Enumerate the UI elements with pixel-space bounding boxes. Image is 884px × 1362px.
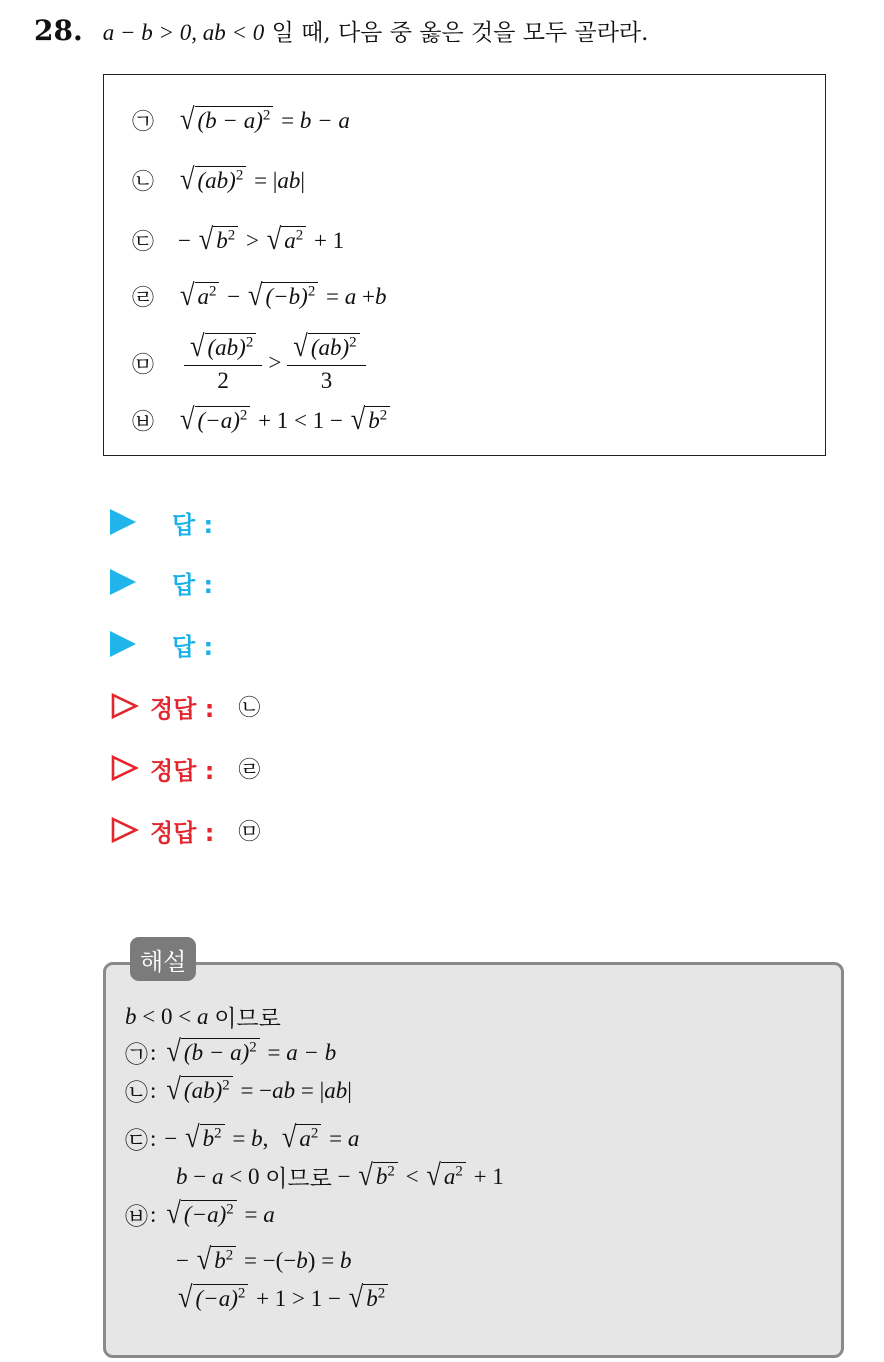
outline-triangle-icon — [110, 692, 140, 720]
correct-label: 정답 : — [150, 818, 215, 847]
question-number: 28. — [34, 14, 83, 47]
explanation-line-c2: b − a < 0 이므로 − √ $b^2$ < √ $a^2$ + 1 — [176, 1157, 504, 1192]
choice-marker: ㉥ — [132, 410, 155, 435]
explanation-line-f2: − √ $b^2$ = −(− b ) = b — [176, 1241, 352, 1276]
play-triangle-icon — [110, 509, 136, 535]
play-triangle-icon — [110, 631, 136, 657]
choice-expression: √ (ab)$^2$ 2 > √ (ab)$^2$ 3 — [178, 333, 372, 394]
correct-value: ㉤ — [238, 819, 261, 845]
correct-value: ㉣ — [238, 757, 261, 783]
outline-triangle-icon — [110, 816, 140, 844]
answer-label: 답 : — [172, 570, 214, 599]
choice-3 — [132, 221, 345, 256]
choice-marker: ㉢ — [132, 230, 155, 255]
choice-marker: ㉡ — [132, 170, 155, 195]
outline-triangle-icon — [110, 754, 140, 782]
answer-blank-2[interactable] — [110, 562, 213, 602]
choice-5 — [132, 328, 372, 394]
answer-blank-3[interactable] — [110, 624, 213, 664]
choice-marker: ㉤ — [132, 352, 155, 378]
correct-answer-3 — [110, 810, 260, 850]
answer-label: 답 : — [172, 510, 214, 539]
correct-value: ㉡ — [238, 695, 261, 721]
explanation-line-f3: √ $(-a)^2$ + 1 > 1 − √ $b^2$ — [176, 1284, 390, 1314]
question-text — [103, 14, 649, 47]
question-condition: a − b > 0, ab < 0 — [102, 20, 265, 45]
answer-label: 답 : — [172, 632, 214, 661]
explanation-line-b: ㉡ : √ (ab)$^2$ = − ab = | ab | — [125, 1071, 352, 1106]
explanation-tab: 해설 — [130, 937, 196, 981]
correct-answer-1 — [110, 686, 260, 726]
correct-label: 정답 : — [150, 756, 215, 785]
choices-box — [103, 74, 826, 456]
explanation-text: 이므로 — [214, 1006, 281, 1031]
choice-expression: √ $(b - a)^2$ = b − a — [180, 101, 350, 136]
explanation-line-a: ㉠ : √ $(b - a)^2$ = a − b — [125, 1033, 337, 1068]
choice-2 — [132, 161, 305, 196]
choice-expression: √ $a^2$ − √ $(-b)^2$ = a + b — [180, 277, 387, 312]
choice-expression: − √ $b^2$ > √ $a^2$ + 1 — [178, 221, 345, 256]
correct-answer-2 — [110, 748, 260, 788]
choice-6 — [132, 401, 392, 436]
answer-blank-1[interactable] — [110, 502, 213, 542]
explanation-marker: ㉥ — [125, 1204, 148, 1229]
correct-label: 정답 : — [150, 694, 215, 723]
choice-4 — [132, 277, 387, 312]
question-prompt: 일 때, 다음 중 옳은 것을 모두 골라라. — [271, 20, 649, 46]
choice-expression: √ $(-a)^2$ + 1 < 1 − √ $b^2$ — [178, 406, 392, 436]
question-header — [34, 14, 648, 50]
explanation-marker: ㉢ — [125, 1128, 148, 1153]
explanation-marker: ㉠ — [125, 1042, 148, 1067]
explanation-text: 이므로 — [265, 1166, 332, 1191]
explanation-line-f1: ㉥ : √ $(-a)^2$ = a — [125, 1195, 275, 1230]
choice-1 — [132, 101, 350, 136]
choice-marker: ㉣ — [132, 286, 155, 311]
play-triangle-icon — [110, 569, 136, 595]
explanation-line-intro: b < 0 < a 이므로 — [125, 1000, 281, 1033]
explanation-line-c1: ㉢ : − √ $b^2$ = b , √ $a^2$ = a — [125, 1119, 360, 1154]
explanation-marker: ㉡ — [125, 1080, 148, 1105]
choice-expression: √ (ab)$^2$ = | ab | — [180, 161, 305, 196]
choice-marker: ㉠ — [132, 110, 155, 135]
